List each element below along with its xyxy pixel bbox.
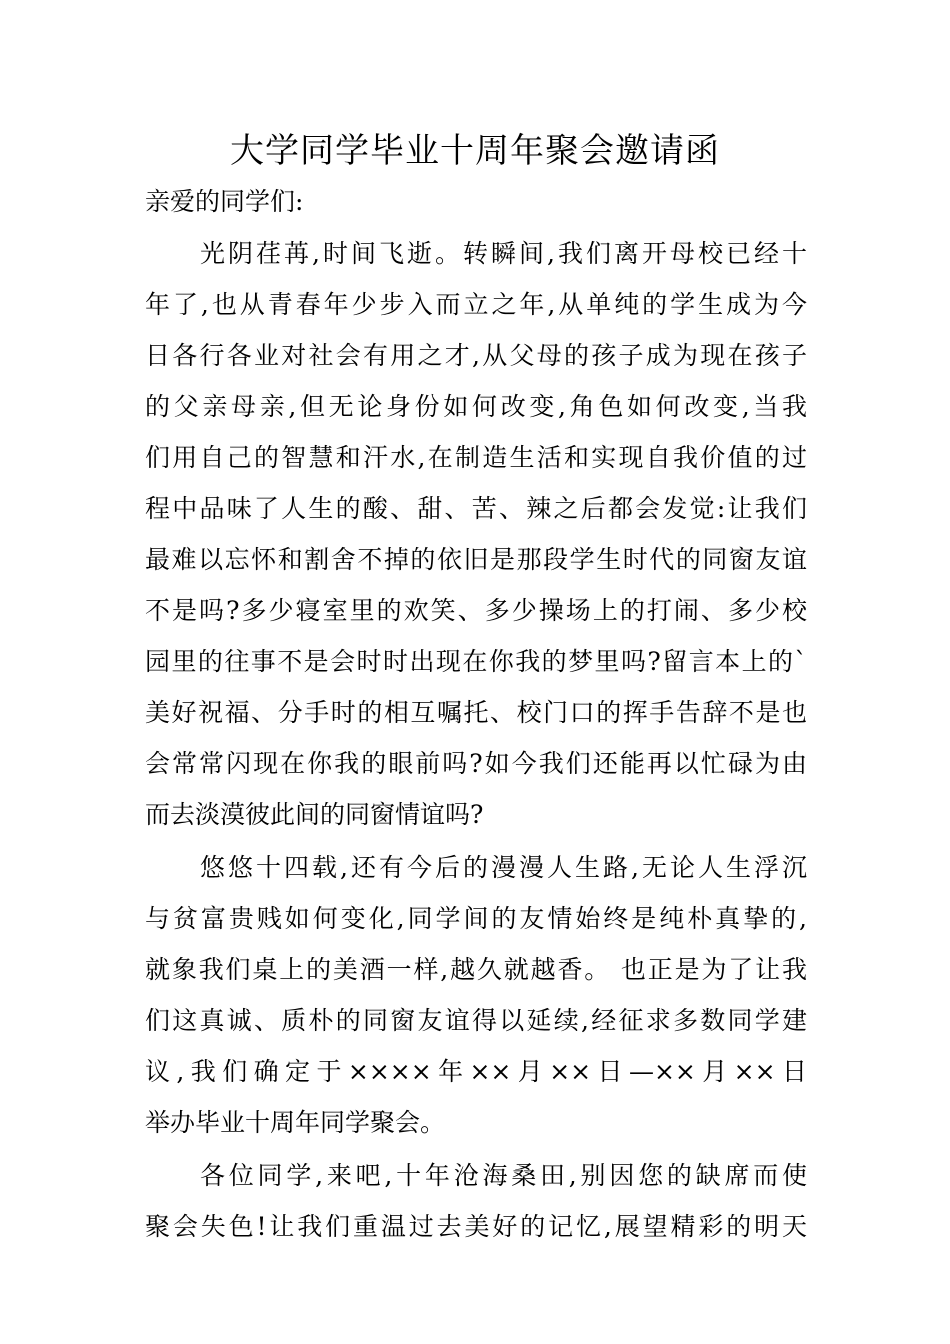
paragraph-2 <box>145 842 807 1148</box>
paragraph-line: 日各行各业对社会有用之才,从父母的孩子成为现在孩子 <box>145 341 807 370</box>
document-title: 大学同学毕业十周年聚会邀请函 <box>230 131 720 171</box>
paragraph-line: 光阴荏苒,时间飞逝。转瞬间,我们离开母校已经十 <box>200 239 807 268</box>
salutation: 亲爱的同学们: <box>145 187 304 216</box>
paragraph-line: 美好祝福、分手时的相互嘱托、校门口的挥手告辞不是也 <box>145 698 807 727</box>
paragraph-line: 议,我们确定于××××年××月××日—××月××日 <box>145 1057 807 1086</box>
document-body <box>145 176 807 1254</box>
paragraph-line: 悠悠十四载,还有今后的漫漫人生路,无论人生浮沉 <box>200 853 807 882</box>
paragraph-3 <box>145 1150 807 1252</box>
paragraph-line: 年了,也从青春年少步入而立之年,从单纯的学生成为今 <box>145 290 807 319</box>
paragraph-line: 各位同学,来吧,十年沧海桑田,别因您的缺席而使 <box>200 1161 807 1190</box>
paragraph-line: 园里的往事不是会时时出现在你我的梦里吗?留言本上的` <box>145 647 807 676</box>
paragraph-line: 与贫富贵贱如何变化,同学间的友情始终是纯朴真挚的, <box>145 904 807 933</box>
paragraph-line: 而去淡漠彼此间的同窗情谊吗? <box>145 800 484 829</box>
paragraph-line: 不是吗?多少寝室里的欢笑、多少操场上的打闹、多少校 <box>145 596 807 625</box>
paragraph-line: 会常常闪现在你我的眼前吗?如今我们还能再以忙碌为由 <box>145 749 807 778</box>
paragraph-line: 最难以忘怀和割舍不掉的依旧是那段学生时代的同窗友谊 <box>145 545 807 574</box>
paragraph-line: 程中品味了人生的酸、甜、苦、辣之后都会发觉:让我们 <box>145 494 807 523</box>
paragraph-line: 就象我们桌上的美酒一样,越久就越香。 也正是为了让我 <box>145 955 807 984</box>
paragraph-line: 们这真诚、质朴的同窗友谊得以延续,经征求多数同学建 <box>145 1006 807 1035</box>
paragraph-line: 举办毕业十周年同学聚会。 <box>145 1108 446 1137</box>
paragraph-1 <box>145 228 807 840</box>
paragraph-line: 们用自己的智慧和汗水,在制造生活和实现自我价值的过 <box>145 443 807 472</box>
paragraph-line: 聚会失色!让我们重温过去美好的记忆,展望精彩的明天 <box>145 1212 807 1241</box>
paragraph-line: 的父亲母亲,但无论身份如何改变,角色如何改变,当我 <box>145 392 807 421</box>
